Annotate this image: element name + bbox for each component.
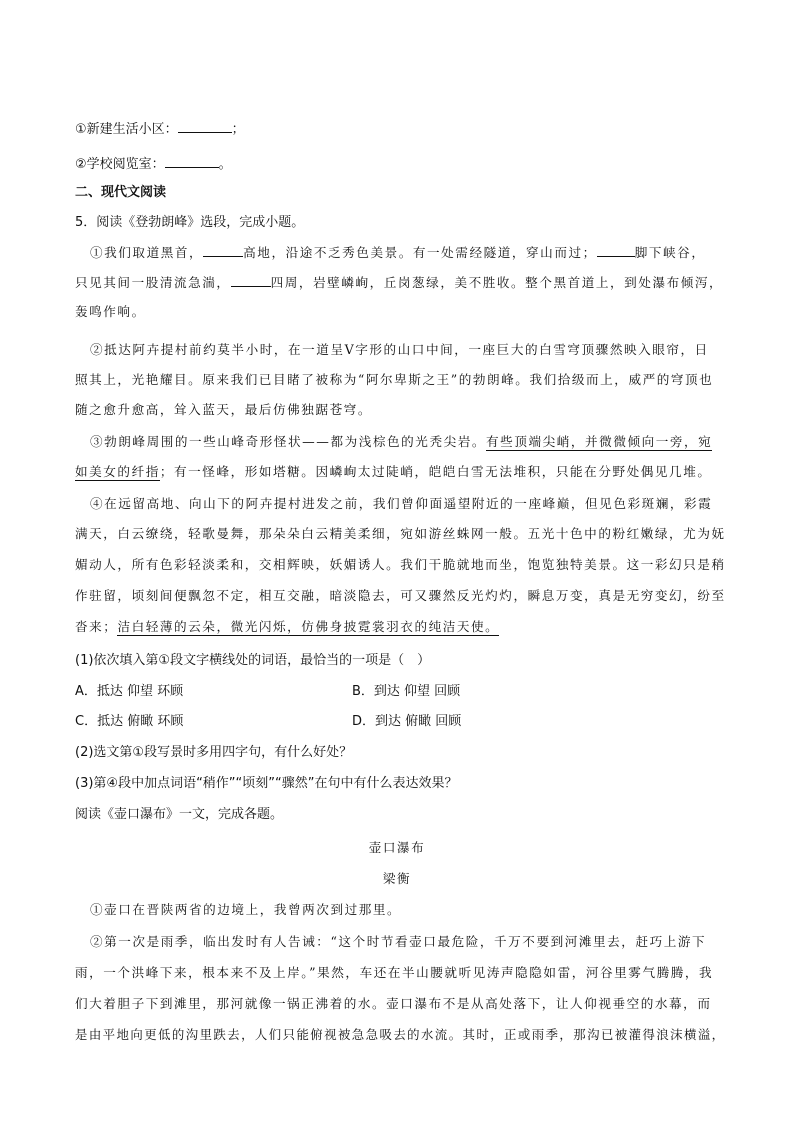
passage-p4-line5: 沓来；洁白轻薄的云朵，微光闪烁，仿佛身披霓裳羽衣的纯洁天使。 — [75, 619, 500, 634]
options-row-ab — [75, 682, 725, 702]
passage-p2-line1: ②抵达阿卉提村前约莫半小时，在一道呈V字形的山口中间，一座巨大的白雪穹顶骤然映入眼帘，日 — [90, 342, 709, 357]
article-author: 梁衡 — [382, 871, 412, 886]
answer-blank — [165, 153, 219, 168]
passage-p3-line2: 如美女的纤指；有一怪峰，形如塔糖。因嶙峋太过陡峭，皑皑白雪无法堆积，只能在分野处偶见几堆。 — [75, 464, 712, 479]
passage-p4-line2: 满天，白云缭绕，轻歌曼舞，那朵朵白云精美柔细，宛如游丝蛛网一般。五光十色中的粉红嫩绿，尤为妩 — [75, 526, 726, 541]
article-p2-line1: ②第一次是雨季，临出发时有人告诫：“这个时节看壶口最危险，千万不要到河滩里去，赶巧上游下 — [90, 934, 707, 949]
article-p2-line2: 雨，一个洪峰下来，根本来不及上岸。”果然，车还在半山腰就听见涛声隐隐如雷，河谷里雾气腾腾，我 — [75, 965, 714, 980]
fill-blank-1 — [203, 242, 243, 257]
sub-question-3: (3)第④段中加点词语“稍作”“顷刻”“骤然”在句中有什么表达效果？ — [75, 776, 458, 791]
passage-p2-line3: 随之愈升愈高，耸入蓝天，最后仿佛独踞苍穹。 — [75, 402, 373, 417]
passage-p3-line1: ③勃朗峰周围的一些山峰奇形怪状——都为浅棕色的光秃尖岩。有些顶端尖峭，并微微倾向一旁，宛 — [90, 434, 713, 449]
answer-blank — [178, 118, 232, 133]
section-heading: 二、现代文阅读 — [75, 185, 167, 200]
option-d: D．到达 俯瞰 回顾 — [352, 714, 462, 729]
passage-p1-line3: 轰鸣作响。 — [75, 304, 146, 319]
option-a: A．抵达 仰望 环顾 — [75, 684, 184, 699]
fill-blank-3 — [231, 272, 271, 287]
passage-p1-line1: ①我们取道黑首， 高地，沿途不乏秀色美景。有一处需经隧道，穿山而过； 脚下峡谷， — [90, 242, 740, 263]
item-school-reading-room: ②学校阅览室： 。 — [75, 153, 725, 175]
option-c: C．抵达 俯瞰 环顾 — [75, 714, 184, 729]
sub-question-1: (1)依次填入第①段文字横线处的词语，最恰当的一项是（ ） — [75, 653, 431, 668]
article-title: 壶口瀑布 — [368, 840, 426, 855]
item-new-community: ①新建生活小区： ； — [75, 118, 725, 140]
option-b: B．到达 仰望 回顾 — [352, 684, 461, 699]
passage-p4-line1: ④在远留高地、向山下的阿卉提村进发之前，我们曾仰面遥望附近的一座峰巅，但见色彩斑斓，彩霞 — [90, 496, 713, 511]
reading-2-intro: 阅读《壶口瀑布》一文，完成各题。 — [75, 807, 284, 822]
passage-p4-line4: 作驻留，顷刻间便飘忽不定，相互交融，暗淡隐去，可又骤然反光灼灼，瞬息万变，真是无穷变幻，纷至 — [75, 588, 726, 603]
article-p2-line3: 们大着胆子下到滩里，那河就像一锅正沸着的水。壶口瀑布不是从高处落下，让人仰视垂空的水幕，而 — [75, 996, 712, 1011]
underlined-sentence: 有些顶端尖峭，并微微倾向一旁，宛 — [486, 434, 713, 449]
underlined-sentence-cont: 如美女的纤指 — [75, 464, 160, 479]
passage-p2-line2: 照其上，光艳耀目。原来我们已目睹了被称为“阿尔卑斯之王”的勃朗峰。我们拾级而上，威严的穹顶也 — [75, 372, 714, 387]
fill-blank-2 — [597, 242, 635, 257]
article-p2-line4: 是由平地向更低的沟里跌去，人们只能俯视被急急吸去的水流。其时，正或雨季，那沟已被灌得浪沫横溢， — [75, 1027, 726, 1042]
passage-p1-line2: 只见其间一股清流急湍， 四周，岩壁嶙峋，丘岗葱绿，美不胜收。整个黑首道上，到处瀑布倾泻， — [75, 272, 725, 293]
question-5-intro: 5．阅读《登勃朗峰》选段，完成小题。 — [75, 215, 305, 230]
underlined-sentence: 洁白轻薄的云朵，微光闪烁，仿佛身披霓裳羽衣的纯洁天使。 — [117, 619, 500, 634]
article-p1: ①壶口在晋陕两省的边境上，我曾两次到过那里。 — [90, 902, 402, 917]
item2-label: ②学校阅览室： — [75, 157, 165, 172]
options-row-cd — [75, 712, 725, 732]
sub-question-2: (2)选文第①段写景时多用四字句，有什么好处？ — [75, 745, 353, 760]
passage-p4-line3: 媚动人，所有色彩轻淡柔和，交相辉映，妖媚诱人。我们干脆就地而坐，饱览独特美景。这一彩幻只是稍 — [75, 557, 726, 572]
item1-label: ①新建生活小区： — [75, 122, 178, 137]
